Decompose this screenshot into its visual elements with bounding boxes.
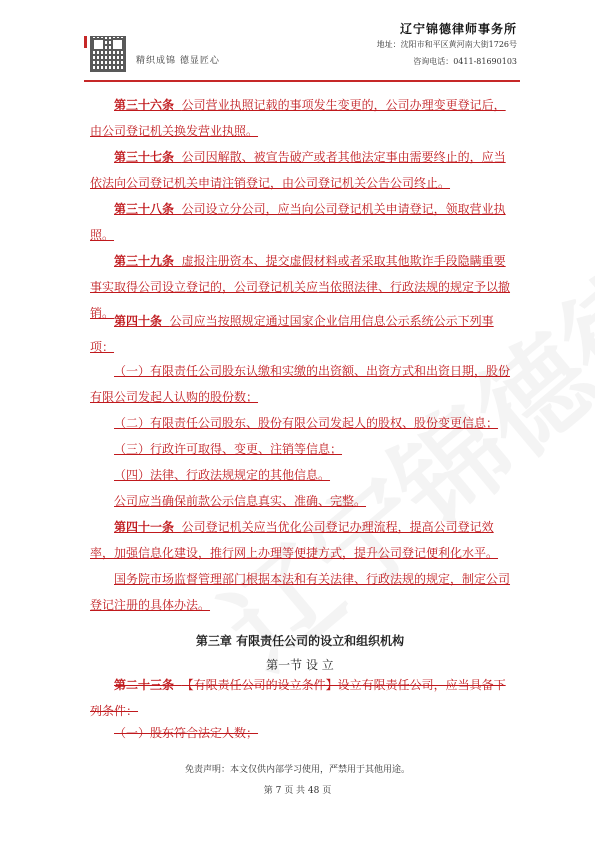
article-41-label: 第四十一条: [114, 520, 175, 534]
article-40-label: 第四十条: [114, 314, 163, 328]
page-number: 第 7 页 共 48 页: [263, 786, 332, 796]
article-40-tail: 公司应当确保前款公示信息真实、准确、完整。: [114, 494, 367, 508]
header-divider: [84, 80, 520, 82]
page-header: [0, 0, 595, 82]
article-23-text: 【有限责任公司的设立条件】设立有限责任公司，应当具备下列条件：: [90, 678, 506, 718]
article-36: [90, 92, 510, 144]
firm-phone: 咨询电话：0411-81690103: [413, 57, 517, 66]
article-37-label: 第三十七条: [114, 150, 175, 164]
disclaimer: 免责声明：本文仅供内部学习使用，严禁用于其他用途。: [184, 765, 410, 775]
article-36-label: 第三十六条: [114, 98, 175, 112]
firm-slogan: 精织成锦 德显匠心: [136, 56, 220, 66]
section-title: 第一节 设 立: [266, 658, 334, 672]
chapter-title: 第三章 有限责任公司的设立和组织机构: [195, 634, 405, 648]
article-38-label: 第三十八条: [114, 202, 175, 216]
article-41-tail: 国务院市场监督管理部门根据本法和有关法律、行政法规的规定，制定公司登记注册的具体办法。: [90, 572, 511, 612]
article-40: [90, 308, 510, 360]
qr-code-icon: [90, 36, 126, 72]
red-marker: [84, 36, 87, 48]
article-40-text: 公司应当按照规定通过国家企业信用信息公示系统公示下列事项：: [90, 314, 494, 354]
article-40-item-3: （三）行政许可取得、变更、注销等信息；: [114, 442, 343, 456]
article-23-label: 第二十三条: [114, 678, 175, 692]
article-38: [90, 196, 510, 248]
article-23-struck: [90, 672, 510, 724]
article-23-item-1: （一）股东符合法定人数；: [114, 726, 259, 740]
article-40-item-1: （一）有限责任公司股东认缴和实缴的出资额、出资方式和出资日期，股份有限公司发起人认购的股份数；: [90, 364, 511, 404]
article-38-text: 公司设立分公司，应当向公司登记机关申请登记，领取营业执照。: [90, 202, 506, 242]
article-40-item-4: （四）法律、行政法规规定的其他信息。: [114, 468, 331, 482]
firm-address: 地址：沈阳市和平区黄河南大街1726号: [376, 40, 517, 49]
article-39-label: 第三十九条: [114, 254, 175, 268]
article-41-text: 公司登记机关应当优化公司登记办理流程，提高公司登记效率，加强信息化建设，推行网上办理等便捷方式，提升公司登记便利化水平。: [90, 520, 499, 560]
article-36-text: 公司营业执照记载的事项发生变更的，公司办理变更登记后，由公司登记机关换发营业执照。: [90, 98, 506, 138]
article-39-text: 虚报注册资本、提交虚假材料或者采取其他欺诈手段隐瞒重要事实取得公司设立登记的，公司登记机关应当依照法律、行政法规的规定予以撤销。: [90, 254, 511, 320]
article-41: [90, 514, 510, 566]
article-37: [90, 144, 510, 196]
article-40-item-2: （二）有限责任公司股东、股份有限公司发起人的股权、股份变更信息；: [114, 416, 499, 430]
article-37-text: 公司因解散、被宣告破产或者其他法定事由需要终止的，应当依法向公司登记机关申请注销登记，由公司登记机关公告公司终止。: [90, 150, 506, 190]
firm-name: 辽宁锦德律师事务所: [399, 22, 517, 36]
